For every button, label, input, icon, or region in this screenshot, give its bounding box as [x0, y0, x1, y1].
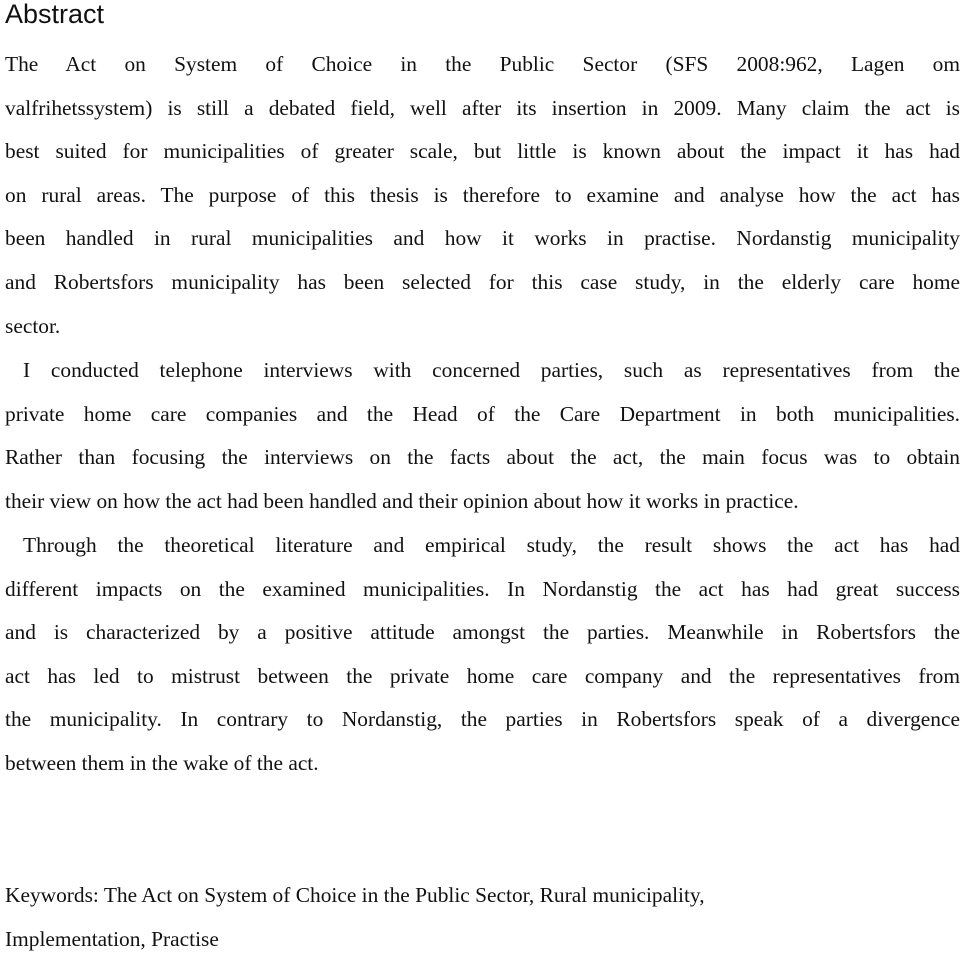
keywords-line: Implementation, Practise — [5, 926, 219, 951]
text-line: act has led to mistrust between the private home care company and the representatives from — [5, 663, 960, 688]
abstract-paragraph-3 — [5, 524, 960, 786]
text-line: different impacts on the examined municipalities. In Nordanstig the act has had great success — [5, 576, 960, 601]
text-line: and Robertsfors municipality has been selected for this case study, in the elderly care home — [5, 269, 960, 294]
abstract-heading: Abstract — [5, 0, 105, 29]
abstract-paragraph-1 — [5, 43, 960, 348]
text-line: Rather than focusing the interviews on the facts about the act, the main focus was to obtain — [5, 445, 960, 470]
text-line: valfrihetssystem) is still a debated field, well after its insertion in 2009. Many claim the act is — [5, 95, 960, 120]
text-line: sector. — [5, 313, 61, 338]
text-line: the municipality. In contrary to Nordanstig, the parties in Robertsfors speak of a divergence — [5, 707, 960, 732]
text-line: between them in the wake of the act. — [5, 750, 319, 775]
text-line: and is characterized by a positive attitude amongst the parties. Meanwhile in Robertsfors the — [5, 620, 960, 645]
text-line: Through the theoretical literature and empirical study, the result shows the act has had — [23, 533, 960, 557]
text-line: I conducted telephone interviews with concerned parties, such as representatives from the — [23, 358, 960, 382]
text-line: best suited for municipalities of greater scale, but little is known about the impact it has had — [5, 139, 960, 164]
abstract-paragraph-2 — [5, 349, 960, 523]
text-line: been handled in rural municipalities and how it works in practise. Nordanstig municipality — [5, 226, 960, 251]
text-line: on rural areas. The purpose of this thesis is therefore to examine and analyse how the act has — [5, 182, 960, 207]
keywords-line: Keywords: The Act on System of Choice in the Public Sector, Rural municipality, — [5, 883, 705, 907]
text-line: their view on how the act had been handled and their opinion about how it works in practice. — [5, 488, 799, 513]
text-line: private home care companies and the Head of the Care Department in both municipalities. — [5, 401, 960, 426]
text-line: The Act on System of Choice in the Public Sector (SFS 2008:962, Lagen om — [5, 52, 960, 76]
keywords — [5, 874, 955, 961]
